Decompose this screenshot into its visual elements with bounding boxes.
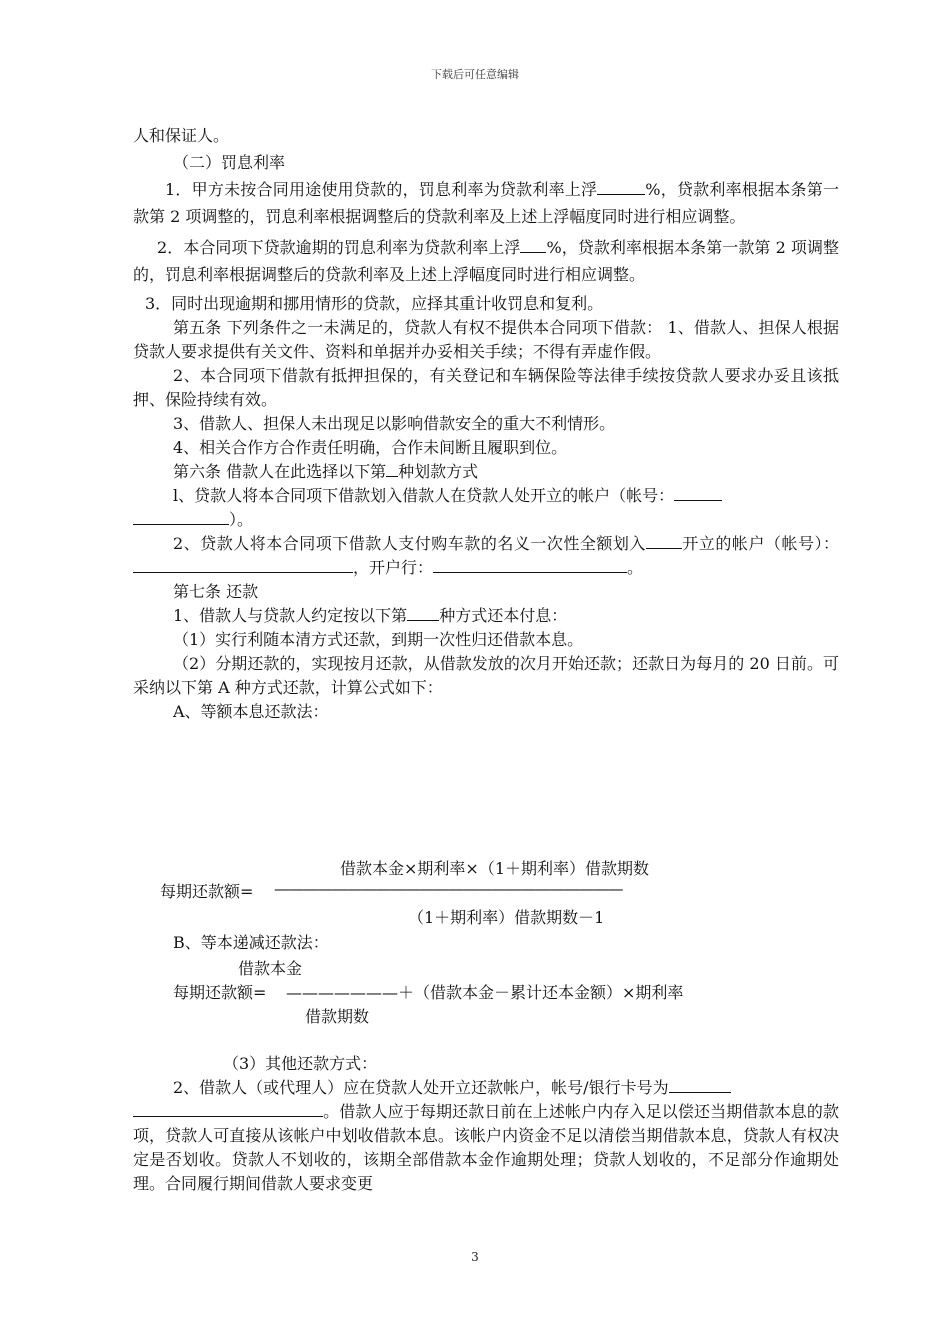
paragraph bbox=[133, 412, 839, 436]
paragraph bbox=[133, 292, 839, 316]
paragraph bbox=[133, 436, 839, 460]
paragraph bbox=[133, 604, 839, 628]
text-run: 1．甲方未按合同用途使用贷款的，罚息利率为贷款利率上浮 bbox=[165, 180, 598, 199]
formula-a-denominator: （1＋期利率）借款期数－1 bbox=[408, 908, 605, 927]
formula-b-denominator: 借款期数 bbox=[305, 1007, 370, 1026]
text-run: 2、本合同项下借款有抵押担保的，有关登记和车辆保险等法律手续按贷款人要求办妥且该抵押、保险持续有效。 bbox=[133, 366, 839, 409]
paragraph bbox=[133, 176, 839, 230]
blank-field bbox=[646, 533, 682, 549]
text-run: 第六条 借款人在此选择以下第 bbox=[173, 462, 387, 481]
text-run: 。 bbox=[627, 558, 644, 577]
text-run: %，贷款利率根据本条第一款第 2 项调整的，罚息利率根据调整后的贷款利率及上述上浮幅度同时进行相应调整。 bbox=[133, 238, 839, 284]
blank-field bbox=[520, 237, 546, 253]
blank-field bbox=[133, 509, 229, 525]
text-run: l、贷款人将本合同项下借款划入借款人在贷款人处开立的帐户（帐号： bbox=[173, 486, 675, 505]
text-run: 。借款人应于每期还款日前在上述帐户内存入足以偿还当期借款本息的款项，贷款人可直接从该帐户中划收借款本息。该帐户内资金不足以清偿当期借款本息，贷款人有权决定是否划收。贷款人不划收的，该期全部借款本金作逾期处理；贷款人划收的，不足部分作逾期处理。合同履行期间借款人要求变更 bbox=[133, 1102, 839, 1193]
paragraph bbox=[133, 234, 839, 288]
article-paragraph bbox=[133, 460, 839, 484]
paragraph bbox=[133, 122, 839, 149]
formula-b-numerator: 借款本金 bbox=[238, 959, 303, 978]
article-paragraph bbox=[133, 316, 839, 364]
paragraph bbox=[133, 1076, 839, 1196]
formula-b-title: B、等本递减还款法： bbox=[173, 933, 329, 952]
paragraph bbox=[133, 652, 839, 700]
text-run: （1）实行利随本清方式还款，到期一次性归还借款本息。 bbox=[173, 630, 584, 649]
formula-a-label: 每期还款额= bbox=[160, 882, 254, 901]
text-run: A、等额本息还款法： bbox=[173, 702, 329, 721]
formula-a-numerator: 借款本金×期利率×（1＋期利率）借款期数 bbox=[340, 859, 649, 878]
text-run: （二）罚息利率 bbox=[173, 153, 286, 172]
text-run: 3．同时出现逾期和挪用情形的贷款，应择其重计收罚息和复利。 bbox=[145, 294, 604, 313]
paragraph bbox=[133, 700, 839, 724]
document-body bbox=[133, 122, 839, 724]
article-paragraph bbox=[133, 580, 839, 604]
blank-field bbox=[133, 557, 353, 573]
text-run: 第五条 下列条件之一未满足的，贷款人有权不提供本合同项下借款： 1、借款人、担保人根据贷款人要求提供有关文件、资料和单据并办妥相关手续；不得有弄虚作假。 bbox=[133, 318, 839, 361]
page-number: 3 bbox=[471, 1250, 479, 1264]
text-run: 2．本合同项下贷款逾期的罚息利率为贷款利率上浮 bbox=[157, 238, 521, 257]
formula-b-label: 每期还款额= bbox=[173, 983, 267, 1002]
paragraph bbox=[133, 1052, 839, 1076]
paragraph bbox=[133, 532, 839, 580]
formula-b-rest: ———————＋（借款本金－累计还本金额）×期利率 bbox=[286, 983, 684, 1002]
section-heading bbox=[133, 149, 839, 176]
text-run: ）。 bbox=[229, 510, 254, 529]
text-run: 第七条 还款 bbox=[173, 582, 259, 601]
blank-field bbox=[669, 1077, 731, 1093]
blank-field bbox=[433, 557, 627, 573]
page-header: 下载后可任意编辑 bbox=[431, 68, 519, 81]
blank-field bbox=[407, 605, 439, 621]
blank-field bbox=[386, 461, 398, 477]
text-run: 人和保证人。 bbox=[133, 126, 230, 145]
blank-field bbox=[674, 485, 722, 501]
text-run: 种方式还本付息： bbox=[439, 606, 568, 625]
text-run: 2、借款人（或代理人）应在贷款人处开立还款帐户，帐号/银行卡号为 bbox=[173, 1078, 669, 1097]
paragraph bbox=[133, 364, 839, 412]
text-run: 3、借款人、担保人未出现足以影响借款安全的重大不利情形。 bbox=[173, 414, 616, 433]
text-run: （3）其他还款方式： bbox=[223, 1054, 378, 1073]
text-run: 种划款方式 bbox=[398, 462, 479, 481]
text-run: 2、贷款人将本合同项下借款人支付购车款的名义一次性全额划入 bbox=[173, 534, 646, 553]
formula-a-bar: ———————————————————————— bbox=[274, 879, 622, 898]
paragraph bbox=[133, 628, 839, 652]
text-run: ，开户行： bbox=[353, 558, 434, 577]
blank-field bbox=[597, 179, 645, 195]
text-run: 1、借款人与贷款人约定按以下第 bbox=[173, 606, 408, 625]
blank-field bbox=[133, 1101, 323, 1117]
text-run: 4、相关合作方合作责任明确，合作未间断且履职到位。 bbox=[173, 438, 568, 457]
text-run: 开立的帐户（帐号）： bbox=[681, 534, 839, 553]
text-run: （2）分期还款的，实现按月还款，从借款发放的次月开始还款；还款日为每月的 20 日前。可采纳以下第 A 种方式还款，计算公式如下： bbox=[133, 654, 839, 697]
document-body-continued bbox=[133, 1052, 839, 1196]
text-run: %，贷款利率根据本条第一款第 2 项调整的，罚息利率根据调整后的贷款利率及上述上浮幅度同时进行相应调整。 bbox=[133, 180, 839, 226]
paragraph bbox=[133, 484, 839, 532]
